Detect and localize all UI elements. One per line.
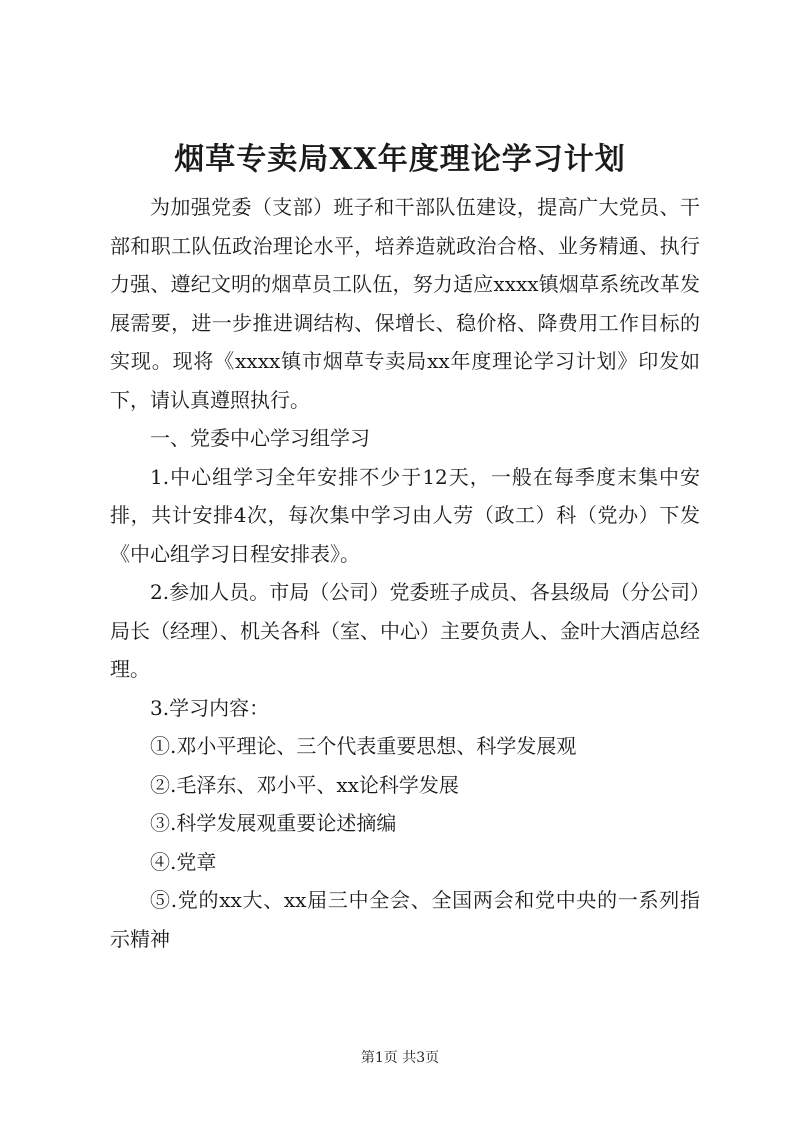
sub-item-1: ①.邓小平理论、三个代表重要思想、科学发展观 — [150, 734, 577, 758]
document-body — [110, 188, 700, 958]
intro-paragraph: 为加强党委（支部）班子和干部队伍建设，提高广大党员、干部和职工队伍政治理论水平，培养造就政治合格、业务精通、执行力强、遵纪文明的烟草员工队伍，努力适应xxxx镇烟草系统改革发展需要，进一步推进调结构、保增长、稳价格、降费用工作目标的实现。现将《xxxx镇市烟草专卖局xx年度理论学习计划》印发如下，请认真遵照执行。 — [110, 195, 700, 412]
list-item-3: 3.学习内容： — [150, 695, 270, 720]
section-heading: 一、党委中心学习组学习 — [150, 426, 370, 450]
sub-item-2: ②.毛泽东、邓小平、xx论科学发展 — [150, 772, 459, 797]
page-number: 第1页 共3页 — [360, 1050, 440, 1066]
document-title: 烟草专卖局XX年度理论学习计划 — [174, 142, 626, 177]
list-item-2: 2.参加人员。市局（公司）党委班子成员、各县级局（分公司）局长（经理）、机关各科（室、中心）主要负责人、金叶大酒店总经理。 — [110, 580, 700, 681]
sub-item-4: ④.党章 — [150, 849, 217, 874]
sub-item-5: ⑤.党的xx大、xx届三中全会、全国两会和党中央的一系列指示精神 — [110, 888, 700, 951]
list-item-1: 1.中心组学习全年安排不少于12天，一般在每季度末集中安排，共计安排4次，每次集中学习由人劳（政工）科（党办）下发《中心组学习日程安排表》。 — [110, 464, 700, 566]
sub-item-3: ③.科学发展观重要论述摘编 — [150, 811, 397, 835]
